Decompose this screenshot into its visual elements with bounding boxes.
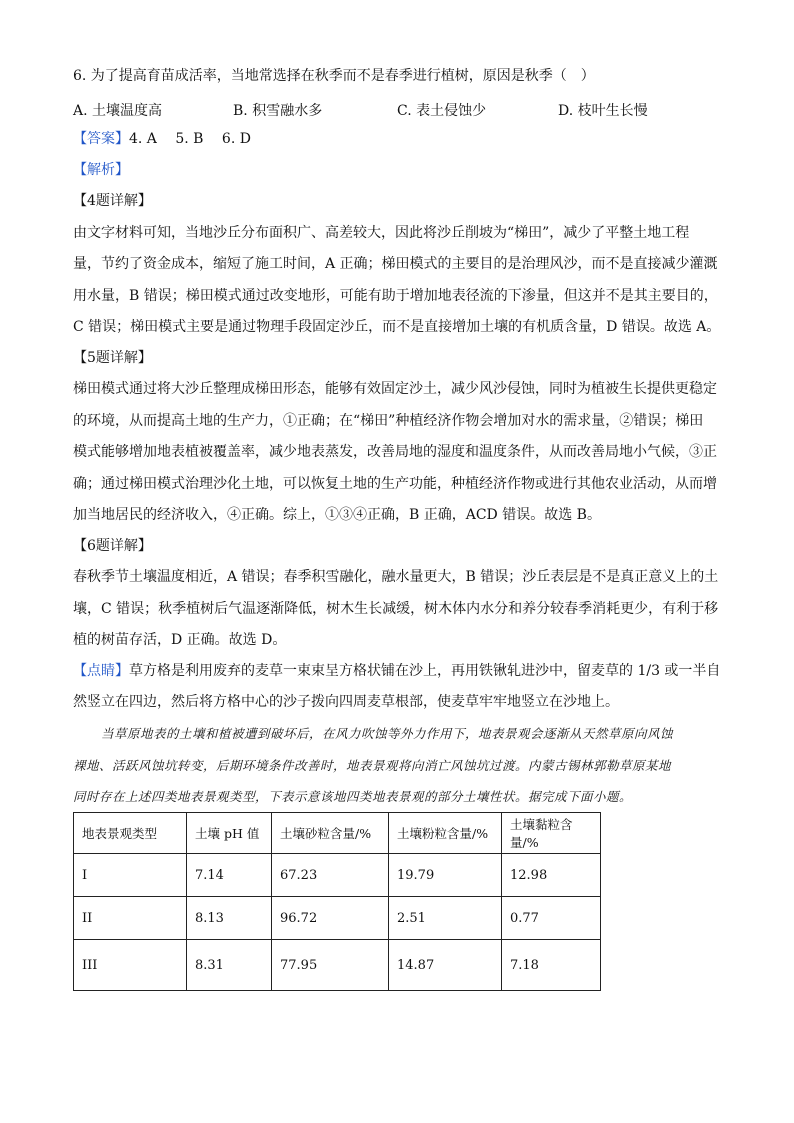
- q6-line: 壤，C 错误；秋季植树后气温逐渐降低，树木生长减缓，树木体内水分和养分较春季消耗更少，有利于移: [73, 601, 719, 617]
- table-cell: 0.77: [502, 897, 601, 940]
- table-header: 土壤黏粒含量/%: [502, 813, 601, 854]
- answer-line: [73, 130, 251, 148]
- q4-tag: 【4题详解】: [73, 193, 152, 209]
- option-d: D. 枝叶生长慢: [558, 103, 648, 119]
- table-header: 土壤砂粒含量/%: [272, 813, 389, 854]
- answer-tag: 【答案】: [73, 131, 129, 147]
- question-6-options: [73, 100, 713, 118]
- tip-line: [73, 662, 720, 680]
- tip-text: 草方格是利用废弃的麦草一束束呈方格状铺在沙上，再用铁锹轧进沙中，留麦草的 1/3 或一半自: [129, 663, 721, 679]
- q5-line: 确；通过梯田模式治理沙化土地，可以恢复土地的生产功能，种植经济作物或进行其他农业活动，从而增: [73, 476, 717, 492]
- q4-line: 用水量，B 错误；梯田模式通过改变地形，可能有助于增加地表径流的下渗量，但这并不是其主要目的，: [73, 288, 718, 304]
- tip-tag: 【点睛】: [73, 663, 129, 679]
- table-cell: 2.51: [389, 897, 502, 940]
- table-header: 土壤粉粒含量/%: [389, 813, 502, 854]
- q5-line: 加当地居民的经济收入，④正确。综上，①③④正确，B 正确，ACD 错误。故选 B。: [73, 507, 601, 523]
- option-a: A. 土壤温度高: [73, 103, 163, 119]
- option-c: C. 表土侵蚀少: [397, 103, 487, 119]
- table-header: 地表景观类型: [74, 813, 187, 854]
- q5-line: 梯田模式通过将大沙丘整理成梯田形态，能够有效固定沙土，减少风沙侵蚀，同时为植被生长提供更稳定: [73, 381, 717, 397]
- table-cell: 14.87: [389, 940, 502, 991]
- table-header-row: [74, 813, 601, 854]
- table-cell: 12.98: [502, 854, 601, 897]
- table-cell: 77.95: [272, 940, 389, 991]
- q6-line: 春秋季节土壤温度相近，A 错误；春季积雪融化，融水量更大，B 错误；沙丘表层是不是真正意义上的土: [73, 569, 719, 585]
- table-cell: 19.79: [389, 854, 502, 897]
- q5-line: 模式能够增加地表植被覆盖率，减少地表蒸发，改善局地的湿度和温度条件，从而改善局地小气候，③正: [73, 444, 717, 460]
- tip-line: 然竖立在四边，然后将方格中心的沙子拨向四周麦草根部，使麦草牢牢地竖立在沙地上。: [73, 694, 619, 710]
- table-cell: 7.14: [187, 854, 272, 897]
- q4-line: C 错误；梯田模式主要是通过物理手段固定沙丘，而不是直接增加土壤的有机质含量，D 错误。故选 A。: [73, 319, 721, 335]
- option-b: B. 积雪融水多: [233, 103, 323, 119]
- table-cell: 67.23: [272, 854, 389, 897]
- material-line: 当草原地表的土壤和植被遭到破坏后，在风力吹蚀等外力作用下，地表景观会逐渐从天然草原向风蚀: [101, 726, 674, 741]
- table-row: [74, 940, 601, 991]
- table-row: [74, 897, 601, 940]
- q6-line: 植的树苗存活，D 正确。故选 D。: [73, 632, 287, 648]
- soil-properties-table: [73, 812, 601, 991]
- table-cell: III: [74, 940, 187, 991]
- table-header: 土壤 pH 值: [187, 813, 272, 854]
- q6-tag: 【6题详解】: [73, 538, 152, 554]
- analysis-tag: 【解析】: [73, 162, 129, 178]
- material-line: 裸地、活跃风蚀坑转变，后期环境条件改善时，地表景观将向消亡风蚀坑过渡。内蒙古锡林郭勒草原某地: [73, 758, 672, 773]
- table-cell: 7.18: [502, 940, 601, 991]
- q5-line: 的环境，从而提高土地的生产力，①正确；在“梯田”种植经济作物会增加对水的需求量，②错误；梯田: [73, 413, 704, 429]
- q5-tag: 【5题详解】: [73, 350, 152, 366]
- table-cell: 8.31: [187, 940, 272, 991]
- q4-line: 由文字材料可知，当地沙丘分布面积广、高差较大，因此将沙丘削坡为“梯田”，减少了平整土地工程: [73, 225, 690, 241]
- question-6-stem: 6. 为了提高育苗成活率，当地常选择在秋季而不是春季进行植树，原因是秋季（ ）: [73, 68, 595, 84]
- answer-text: 4. A 5. B 6. D: [129, 131, 251, 147]
- q4-line: 量，节约了资金成本，缩短了施工时间，A 正确；梯田模式的主要目的是治理风沙，而不是直接减少灌溉: [73, 256, 718, 272]
- table-cell: II: [74, 897, 187, 940]
- table-row: [74, 854, 601, 897]
- table-cell: 96.72: [272, 897, 389, 940]
- table-cell: 8.13: [187, 897, 272, 940]
- material-line: 同时存在上述四类地表景观类型，下表示意该地四类地表景观的部分土壤性状。据完成下面小题。: [73, 789, 633, 804]
- table-cell: I: [74, 854, 187, 897]
